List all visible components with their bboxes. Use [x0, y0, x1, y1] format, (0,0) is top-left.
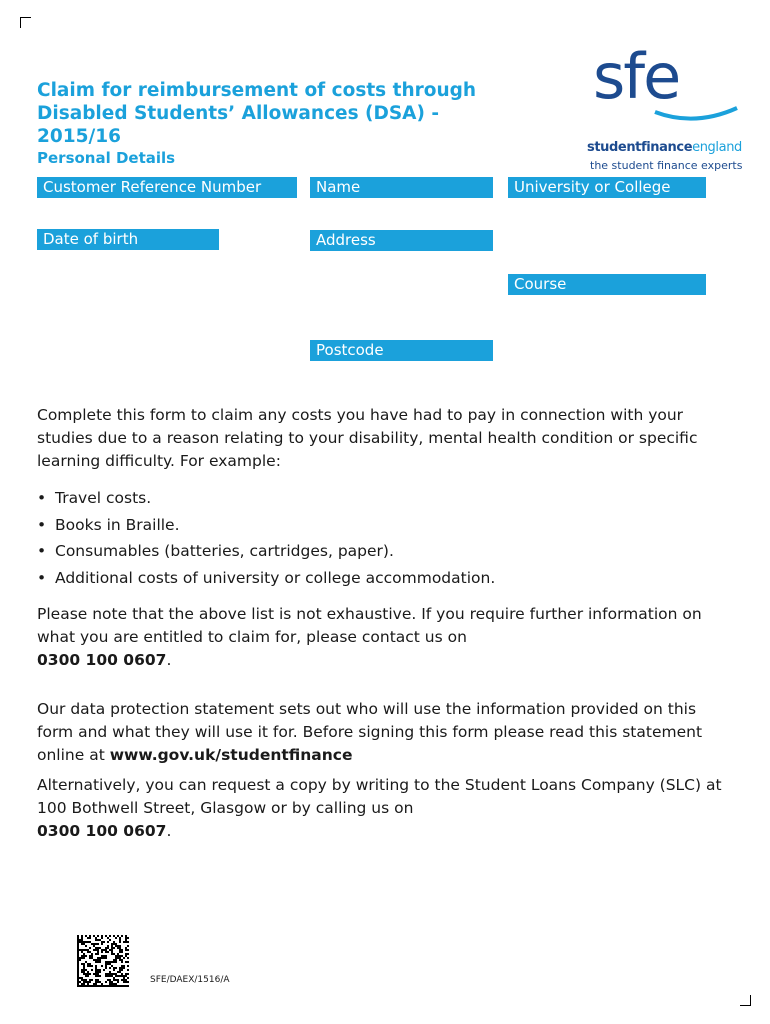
list-item-text: Additional costs of university or college accommodation.: [55, 568, 496, 587]
alternative-text: Alternatively, you can request a copy by writing to the Student Loans Company (SLC) at 100 Bothwell Street, Glasgow or by calling us on: [37, 776, 722, 817]
university-field[interactable]: University or College: [508, 177, 706, 198]
note-paragraph: [37, 603, 737, 672]
customer-reference-field[interactable]: Customer Reference Number: [37, 177, 297, 198]
intro-paragraph: [37, 404, 737, 473]
list-item-text: Books in Braille.: [55, 515, 180, 534]
note-phone: 0300 100 0607: [37, 651, 167, 669]
logo-wordmark: [587, 140, 742, 155]
sfe-logo: [585, 30, 745, 172]
data-protection-url[interactable]: www.gov.uk/studentfinance: [109, 746, 353, 764]
date-of-birth-field[interactable]: Date of birth: [37, 229, 219, 250]
datamatrix-code: [77, 935, 129, 987]
course-field[interactable]: Course: [508, 274, 706, 295]
bullet: •: [37, 568, 47, 587]
note-end: .: [166, 651, 172, 669]
postcode-field[interactable]: Postcode: [310, 340, 493, 361]
bullet: •: [37, 542, 47, 560]
name-field[interactable]: Name: [310, 177, 493, 198]
list-item-text: Consumables (batteries, cartridges, paper).: [55, 542, 394, 560]
logo-mark-text: sfe: [593, 40, 680, 113]
form-code: SFE/DAEX/1516/A: [150, 975, 230, 985]
alternative-phone: 0300 100 0607: [37, 822, 167, 840]
logo-word-student-finance: studentfinance: [587, 140, 693, 155]
bullet: •: [37, 489, 47, 507]
form-title: Claim for reimbursement of costs through Disabled Students’ Allowances (DSA) - 2015/16: [37, 80, 477, 147]
examples-list: [37, 487, 495, 593]
list-item-text: Travel costs.: [55, 489, 152, 507]
note-text: Please note that the above list is not exhaustive. If you require further information on what you are entitled to claim for, please contact us on: [37, 605, 702, 646]
bullet: •: [37, 515, 47, 534]
intro-text: Complete this form to claim any costs you have had to pay in connection with your studies due to a reason relating to your disability, mental health condition or specific learning difficulty. For example:: [37, 406, 698, 470]
address-field[interactable]: Address: [310, 230, 493, 251]
list-item: [37, 540, 495, 567]
data-protection-text: Our data protection statement sets out who will use the information provided on this form and what they will use it for. Before signing this form please read this statement online at: [37, 700, 703, 764]
sfe-logo-mark: [585, 30, 745, 135]
alternative-end: .: [166, 822, 172, 840]
crop-mark-top-left: [20, 17, 31, 28]
list-item: [37, 514, 495, 541]
logo-word-england: england: [692, 140, 742, 155]
data-protection-paragraph: [37, 698, 737, 767]
logo-tagline: the student finance experts: [590, 159, 743, 172]
list-item: [37, 487, 495, 514]
crop-mark-bottom-right: [740, 995, 751, 1006]
section-heading: Personal Details: [37, 149, 176, 167]
list-item: [37, 567, 495, 594]
alternative-paragraph: [37, 774, 737, 843]
